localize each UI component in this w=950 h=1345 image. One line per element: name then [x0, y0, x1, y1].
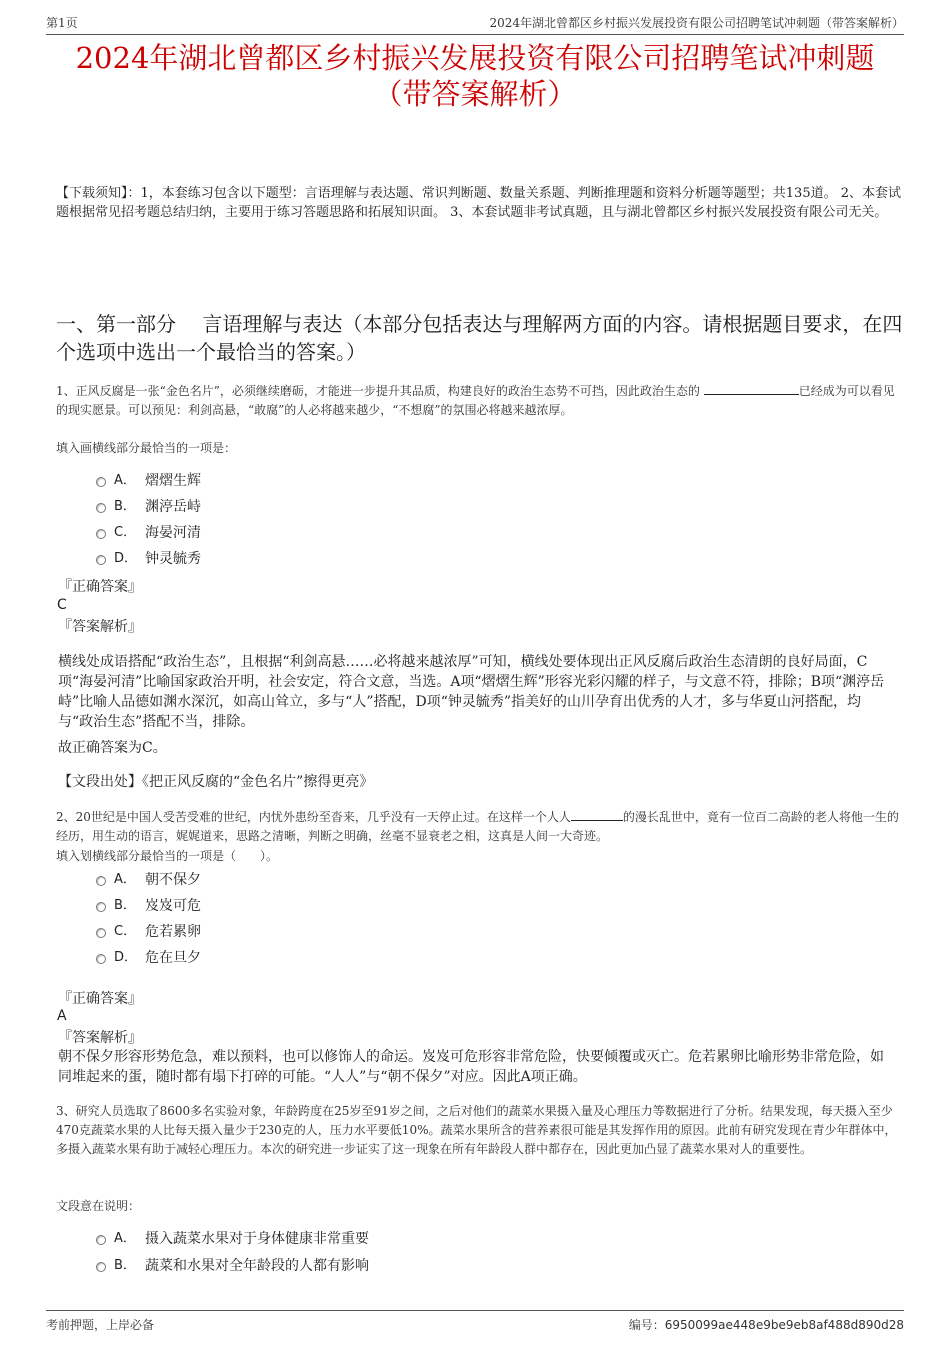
footer-code	[629, 1316, 904, 1333]
option-letter: C．	[114, 525, 137, 540]
option-letter: C．	[114, 924, 137, 939]
option-letter: A．	[114, 1231, 136, 1246]
q1-conclusion: 故正确答案为C。	[58, 740, 167, 756]
q1-answer-label: 『正确答案』	[58, 579, 142, 595]
radio-icon[interactable]	[96, 954, 106, 964]
option-letter: D．	[114, 551, 138, 566]
option-text: 蔬菜和水果对全年龄段的人都有影响	[145, 1258, 369, 1274]
option-text: 危在旦夕	[145, 950, 201, 966]
section-title: 一、第一部分 言语理解与表达（本部分包括表达与理解两方面的内容。请根据题目要求，在四个选项中选出一个最恰当的答案。）	[56, 312, 903, 364]
option-letter: A．	[114, 872, 136, 887]
q1-text-before: 1、正风反腐是一张“金色名片”，必须继续磨砺，才能进一步提升其品质，构建良好的政治生态势不可挡，因此政治生态的	[56, 384, 704, 398]
radio-icon[interactable]	[96, 876, 106, 886]
header-doc-title: 2024年湖北曾都区乡村振兴发展投资有限公司招聘笔试冲刺题（带答案解析）	[489, 16, 904, 30]
option-letter: B．	[114, 1258, 136, 1273]
option-text: 摄入蔬菜水果对于身体健康非常重要	[145, 1231, 369, 1247]
footer-code-value: 6950099ae448e9be9eb8af488d890d28	[664, 1318, 904, 1332]
option-text: 熠熠生辉	[145, 473, 201, 489]
page-header	[46, 14, 904, 35]
radio-icon[interactable]	[96, 529, 106, 539]
q1-stem: 填入画横线部分最恰当的一项是：	[56, 441, 237, 455]
q1-text-after: 已经成为可以看见的现实愿景。可以预见：利剑高悬，“敢腐”的人必将越来越少，“不想腐”的氛围必将越来越浓厚。	[56, 384, 895, 417]
option-text: 钟灵毓秀	[145, 551, 201, 567]
option-letter: D．	[114, 950, 138, 965]
page-footer	[46, 1310, 904, 1335]
q2-blank	[571, 808, 623, 821]
title-line-1: 2024年湖北曾都区乡村振兴发展投资有限公司招聘笔试冲刺题	[75, 41, 875, 75]
option-text: 危若累卵	[145, 924, 201, 940]
q2-text-after: 的漫长乱世中，竟有一位百二高龄的老人将他一生的经历，用生动的语言，娓娓道来，思路之清晰，判断之明确，丝毫不显衰老之相，这真是人间一大奇迹。	[56, 810, 899, 843]
option-text: 海晏河清	[145, 525, 201, 541]
radio-icon[interactable]	[96, 477, 106, 487]
radio-icon[interactable]	[96, 928, 106, 938]
q1-source: 【文段出处】《把正风反腐的“金色名片”擦得更亮》	[58, 774, 374, 790]
download-notice: 【下载须知】：1，本套练习包含以下题型：言语理解与表达题、常识判断题、数量关系题、判断推理题和资料分析题等题型；共135道。 2、本套试题根据常见招考题总结归纳，主要用于练习答题思路和拓展知识面。 3、本套试题非考试真题，且与湖北曾都区乡村振兴发展投资有限公司无关。	[56, 186, 901, 220]
q2-analysis-label: 『答案解析』	[58, 1030, 142, 1046]
question-1-text	[56, 382, 902, 420]
radio-icon[interactable]	[96, 1235, 106, 1245]
footer-code-label: 编号：	[628, 1318, 665, 1332]
option-letter: B．	[114, 898, 136, 913]
page-number: 第1页	[46, 16, 78, 30]
q2-answer-label: 『正确答案』	[58, 991, 142, 1007]
radio-icon[interactable]	[96, 503, 106, 513]
q2-text-before: 2、20世纪是中国人受苦受难的世纪，内忧外患纷至沓来，几乎没有一天停止过。在这样一个人人	[56, 810, 571, 824]
q1-analysis: 横线处成语搭配“政治生态”，且根据“利剑高悬……必将越来越浓厚”可知，横线处要体现出正风反腐后政治生态清朗的良好局面，C项“海晏河清”比喻国家政治开明，社会安定，符合文意，当选。A项“熠熠生辉”形容光彩闪耀的样子，与文意不符，排除；B项“渊渟岳峙”比喻人品德如渊水深沉，如高山耸立，多与“人”搭配，D项“钟灵毓秀”指美好的山川孕育出优秀的人才，多与华夏山河搭配，均与“政治生态”搭配不当，排除。	[58, 654, 885, 730]
option-text: 岌岌可危	[145, 898, 201, 914]
title-line-2: （带答案解析）	[373, 77, 577, 111]
option-text: 渊渟岳峙	[145, 499, 201, 515]
radio-icon[interactable]	[96, 902, 106, 912]
question-3-text: 3、研究人员选取了8600多名实验对象，年龄跨度在25岁至91岁之间，之后对他们的蔬菜水果摄入量及心理压力等数据进行了分析。结果发现，每天摄入至少470克蔬菜水果的人比每天摄入量少于230克的人，压力水平要低10%。蔬菜水果所含的营养素很可能是其发挥作用的原因。此前有研究发现在青少年群体中，多摄入蔬菜水果有助于减轻心理压力。本次的研究进一步证实了这一现象在所有年龄段人群中都存在，因此更加凸显了蔬菜水果对人的重要性。	[56, 1104, 897, 1156]
q2-answer: A	[57, 1008, 67, 1024]
q1-blank	[704, 382, 799, 395]
q2-stem: 填入划横线部分最恰当的一项是（ ）。	[56, 849, 279, 863]
option-text: 朝不保夕	[145, 872, 201, 888]
option-letter: A．	[114, 473, 136, 488]
q1-answer: C	[57, 597, 67, 613]
document-title	[30, 40, 920, 112]
question-2-text	[56, 808, 902, 846]
radio-icon[interactable]	[96, 1262, 106, 1272]
q3-stem: 文段意在说明：	[56, 1199, 141, 1213]
q1-analysis-label: 『答案解析』	[58, 619, 142, 635]
radio-icon[interactable]	[96, 555, 106, 565]
q2-analysis: 朝不保夕形容形势危急，难以预料，也可以修饰人的命运。岌岌可危形容非常危险，快要倾覆或灭亡。危若累卵比喻形势非常危险，如同堆起来的蛋，随时都有塌下打碎的可能。“人人”与“朝不保夕”对应。因此A项正确。	[58, 1049, 884, 1085]
footer-slogan: 考前押题，上岸必备	[46, 1318, 155, 1332]
option-letter: B．	[114, 499, 136, 514]
